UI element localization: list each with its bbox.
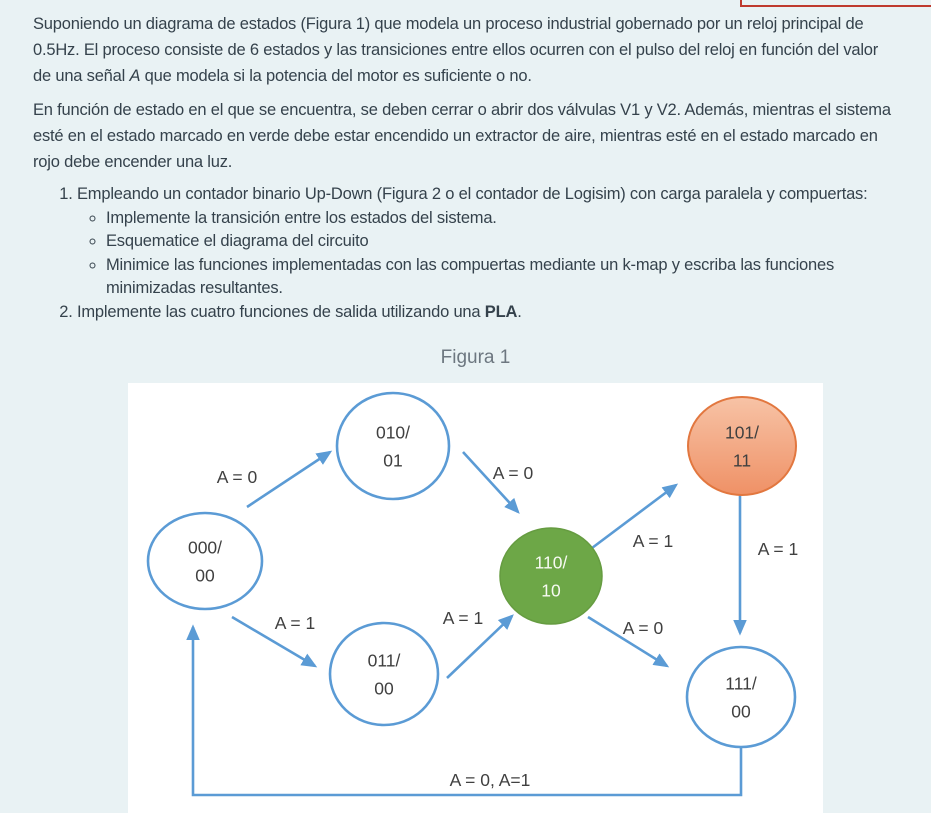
pla-bold: PLA: [484, 302, 518, 321]
figure-state-diagram: [128, 383, 823, 813]
task-item-1-text: Empleando un contador binario Up-Down (Figura 2 o el contador de Logisim) con carga paralela y compuertas:: [77, 185, 868, 203]
subtask-transition: ◦ Implemente la transición entre los estados del sistema.: [106, 207, 906, 231]
transition-label: A = 1: [274, 613, 316, 633]
state-label-000-line1: 000/: [187, 537, 223, 558]
state-label-110-line1: 110/: [534, 552, 568, 573]
assignment-text: [0, 0, 931, 324]
state-node-101: [688, 397, 796, 495]
intro-paragraph: [33, 11, 895, 89]
state-label-011-line2: 00: [374, 678, 394, 699]
subtask-schematic: ◦ Esquematice el diagrama del circuito: [106, 230, 906, 254]
state-label-010-line1: 010/: [375, 422, 411, 443]
task-item-pla: [77, 301, 911, 325]
transition-label: A = 1: [757, 539, 799, 559]
state-label-111-line2: 00: [731, 701, 751, 722]
task-item-2-text: Implemente las cuatro funciones de salida utilizando una: [77, 302, 485, 321]
state-node-011: [330, 623, 438, 725]
transition-label: A = 1: [632, 531, 674, 551]
state-label-000-line2: 00: [195, 565, 215, 586]
figure-caption: Figura 1: [440, 347, 511, 368]
state-node-000: [148, 513, 262, 609]
task-sublist: [77, 207, 911, 301]
task-list: [33, 183, 911, 324]
intro-text-2: que modela si la potencia del motor es suficiente o no.: [140, 67, 532, 85]
subtask-kmap: ◦ Minimice las funciones implementadas con las compuertas mediante un k-map y escriba las funciones minimizadas resultantes.: [106, 254, 906, 301]
state-label-010-line2: 01: [383, 450, 403, 471]
state-node-110: [500, 528, 602, 624]
transition-label: A = 0: [216, 467, 258, 487]
state-label-110-line2: 10: [541, 580, 561, 601]
task-item-2-period: .: [517, 302, 522, 321]
state-label-101-line1: 101/: [724, 422, 760, 443]
state-label-011-line1: 011/: [367, 650, 401, 671]
transition-label: A = 1: [442, 608, 484, 628]
state-label-111-line1: 111/: [725, 673, 757, 694]
state-diagram-svg: [128, 383, 823, 813]
state-label-101-line2: 11: [732, 450, 752, 471]
signal-a-italic: A: [129, 67, 141, 85]
valves-paragraph: En función de estado en el que se encuentra, se deben cerrar o abrir dos válvulas V1 y V2. Además, mientras el sistema esté en el estado marcado en verde debe estar encendido un extractor de aire, mientras esté en el estado marcado en rojo debe encender una luz.: [33, 101, 891, 171]
task-item-counter: [77, 183, 911, 301]
transition-label: A = 0: [622, 618, 664, 638]
alert-box-partial: [740, 0, 931, 7]
state-node-111: [687, 647, 795, 747]
transition-arrow-000-010: [247, 452, 330, 507]
transition-label: A = 0, A=1: [449, 770, 531, 790]
transition-label: A = 0: [492, 463, 534, 483]
state-node-010: [337, 393, 449, 499]
intro-text-1: Suponiendo un diagrama de estados (Figura 1) que modela un proceso industrial gobernado por un reloj principal de 0.5Hz. El proceso consiste de 6 estados y las transiciones entre ellos ocurren con el pulso del reloj en función del valor de una señal: [33, 15, 879, 85]
